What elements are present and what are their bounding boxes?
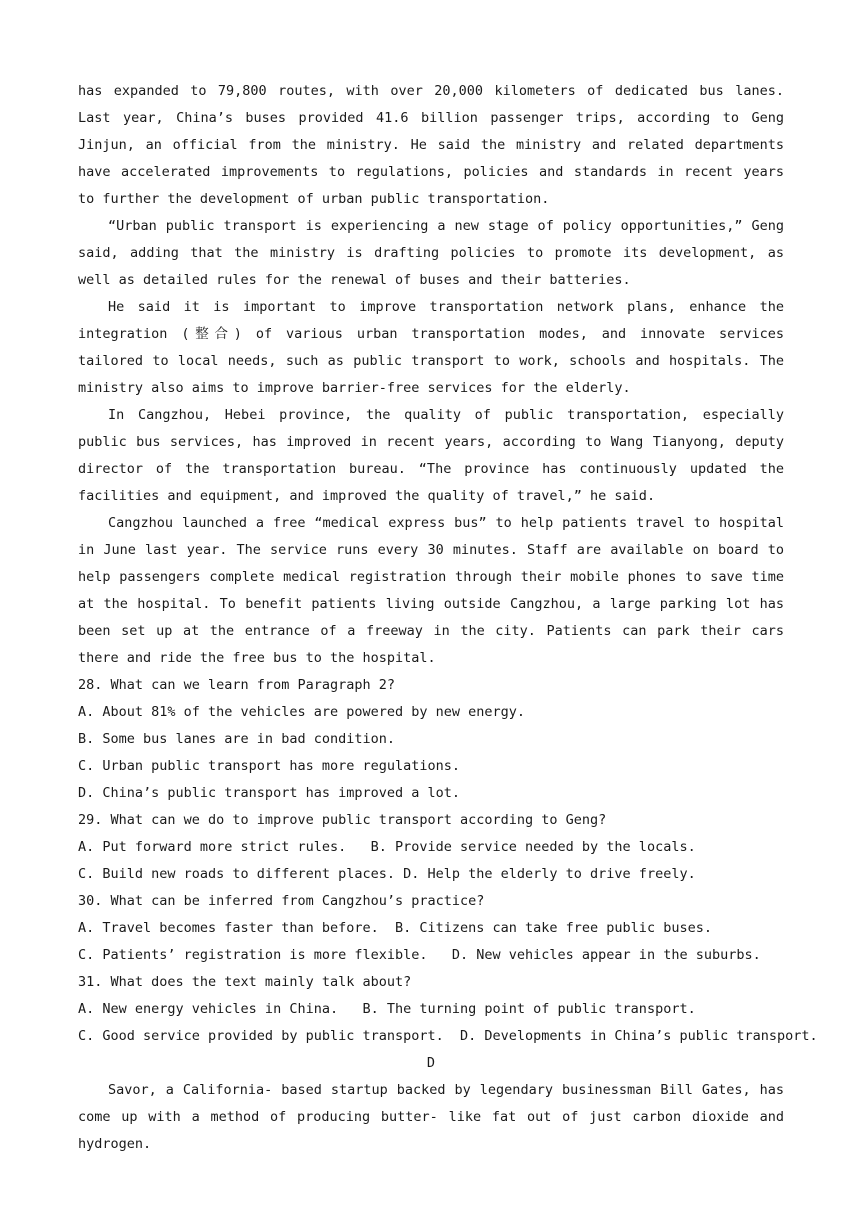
question-31-options-cd: C. Good service provided by public transport. D. Developments in China’s public transport. [78, 1028, 818, 1044]
question-30-options-cd: C. Patients’ registration is more flexible. D. New vehicles appear in the suburbs. [78, 947, 761, 963]
question-30-options-ab: A. Travel becomes faster than before. B. Citizens can take free public buses. [78, 920, 712, 936]
paragraph-2: “Urban public transport is experiencing a new stage of policy opportunities,” Geng said, adding that the ministry is drafting policies to promote its development, as well as detailed rules for the renewal of buses and their batteries. [78, 218, 784, 288]
question-31-stem: 31. What does the text mainly talk about? [78, 974, 412, 990]
question-28-option-d: D. China’s public transport has improved a lot. [78, 785, 461, 801]
paragraph-4: In Cangzhou, Hebei province, the quality of public transportation, especially public bus services, has improved in recent years, according to Wang Tianyong, deputy director of the transportation bureau. “The province has continuously updated the facilities and equipment, and improved the quality of travel,” he said. [78, 407, 784, 504]
next-passage-paragraph: Savor, a California- based startup backed by legendary businessman Bill Gates, has come up with a method of producing butter- like fat out of just carbon dioxide and hydrogen. [78, 1082, 784, 1152]
question-29-stem: 29. What can we do to improve public transport according to Geng? [78, 812, 607, 828]
question-29-options-ab: A. Put forward more strict rules. B. Provide service needed by the locals. [78, 839, 696, 855]
section-label: D [426, 1055, 436, 1071]
question-28-option-c: C. Urban public transport has more regulations. [78, 758, 461, 774]
question-29-options-cd: C. Build new roads to different places. D. Help the elderly to drive freely. [78, 866, 696, 882]
document-page [78, 78, 818, 1158]
question-28-option-a: A. About 81% of the vehicles are powered by new energy. [78, 704, 526, 720]
question-28-option-b: B. Some bus lanes are in bad condition. [78, 731, 395, 747]
paragraph-3: He said it is important to improve transportation network plans, enhance the integration (整合) of various urban transportation modes, and innovate services tailored to local needs, such as public transport to work, schools and hospitals. The ministry also aims to improve barrier-free services for the elderly. [78, 299, 784, 396]
question-28-stem: 28. What can we learn from Paragraph 2? [78, 677, 395, 693]
question-30-stem: 30. What can be inferred from Cangzhou’s practice? [78, 893, 485, 909]
paragraph-5: Cangzhou launched a free “medical express bus” to help patients travel to hospital in June last year. The service runs every 30 minutes. Staff are available on board to help passengers complete medical registration through their mobile phones to save time at the hospital. To benefit patients living outside Cangzhou, a large parking lot has been set up at the entrance of a freeway in the city. Patients can park their cars there and ride the free bus to the hospital. [78, 515, 784, 666]
question-31-options-ab: A. New energy vehicles in China. B. The turning point of public transport. [78, 1001, 696, 1017]
paragraph-1: has expanded to 79,800 routes, with over 20,000 kilometers of dedicated bus lanes. Last year, China’s buses provided 41.6 billion passenger trips, according to Geng Jinjun, an official from the ministry. He said the ministry and related departments have accelerated improvements to regulations, policies and standards in recent years to further the development of urban public transportation. [78, 83, 784, 207]
